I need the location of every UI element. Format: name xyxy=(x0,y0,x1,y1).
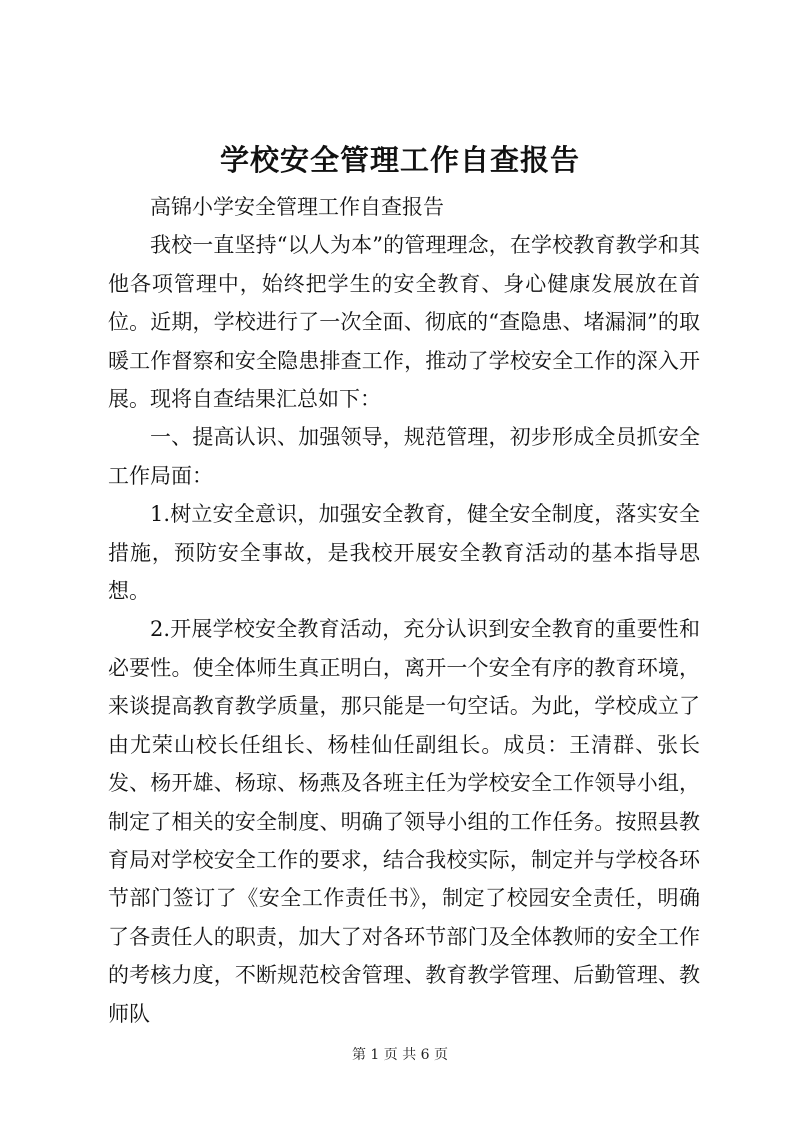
document-title: 学校安全管理工作自查报告 xyxy=(219,143,580,177)
paragraph-item-1: 1.树立安全意识，加强安全教育，健全安全制度，落实安全措施，预防安全事故，是我校开展安全教育活动的基本指导思想。 xyxy=(108,502,700,604)
page-number-footer: 第 1 页 共 6 页 xyxy=(351,1047,449,1063)
paragraph-item-2: 2.开展学校安全教育活动，充分认识到安全教育的重要性和必要性。使全体师生真正明白，离开一个安全有序的教育环境，来谈提高教育教学质量，那只能是一句空话。为此，学校成立了由尤荣山校长任组长、杨桂仙任副组长。成员：王清群、张长发、杨开雄、杨琼、杨燕及各班主任为学校安全工作领导小组，制定了相关的安全制度、明确了领导小组的工作任务。按照县教育局对学校安全工作的要求，结合我校实际，制定并与学校各环节部门签订了《安全工作责任书》，制定了校园安全责任，明确了各责任人的职责，加大了对各环节部门及全体教师的安全工作的考核力度，不断规范校舍管理、教育教学管理、后勤管理、教师队 xyxy=(108,617,700,1026)
paragraph-section-1-heading: 一、提高认识、加强领导，规范管理，初步形成全员抓安全工作局面： xyxy=(108,425,700,488)
paragraph-intro: 我校一直坚持“以人为本”的管理理念，在学校教育教学和其他各项管理中，始终把学生的安全教育、身心健康发展放在首位。近期，学校进行了一次全面、彻底的“查隐患、堵漏洞”的取暖工作督察和安全隐患排查工作，推动了学校安全工作的深入开展。现将自查结果汇总如下： xyxy=(108,233,700,412)
document-body xyxy=(108,188,700,1033)
paragraph-subtitle: 高锦小学安全管理工作自查报告 xyxy=(150,195,444,219)
